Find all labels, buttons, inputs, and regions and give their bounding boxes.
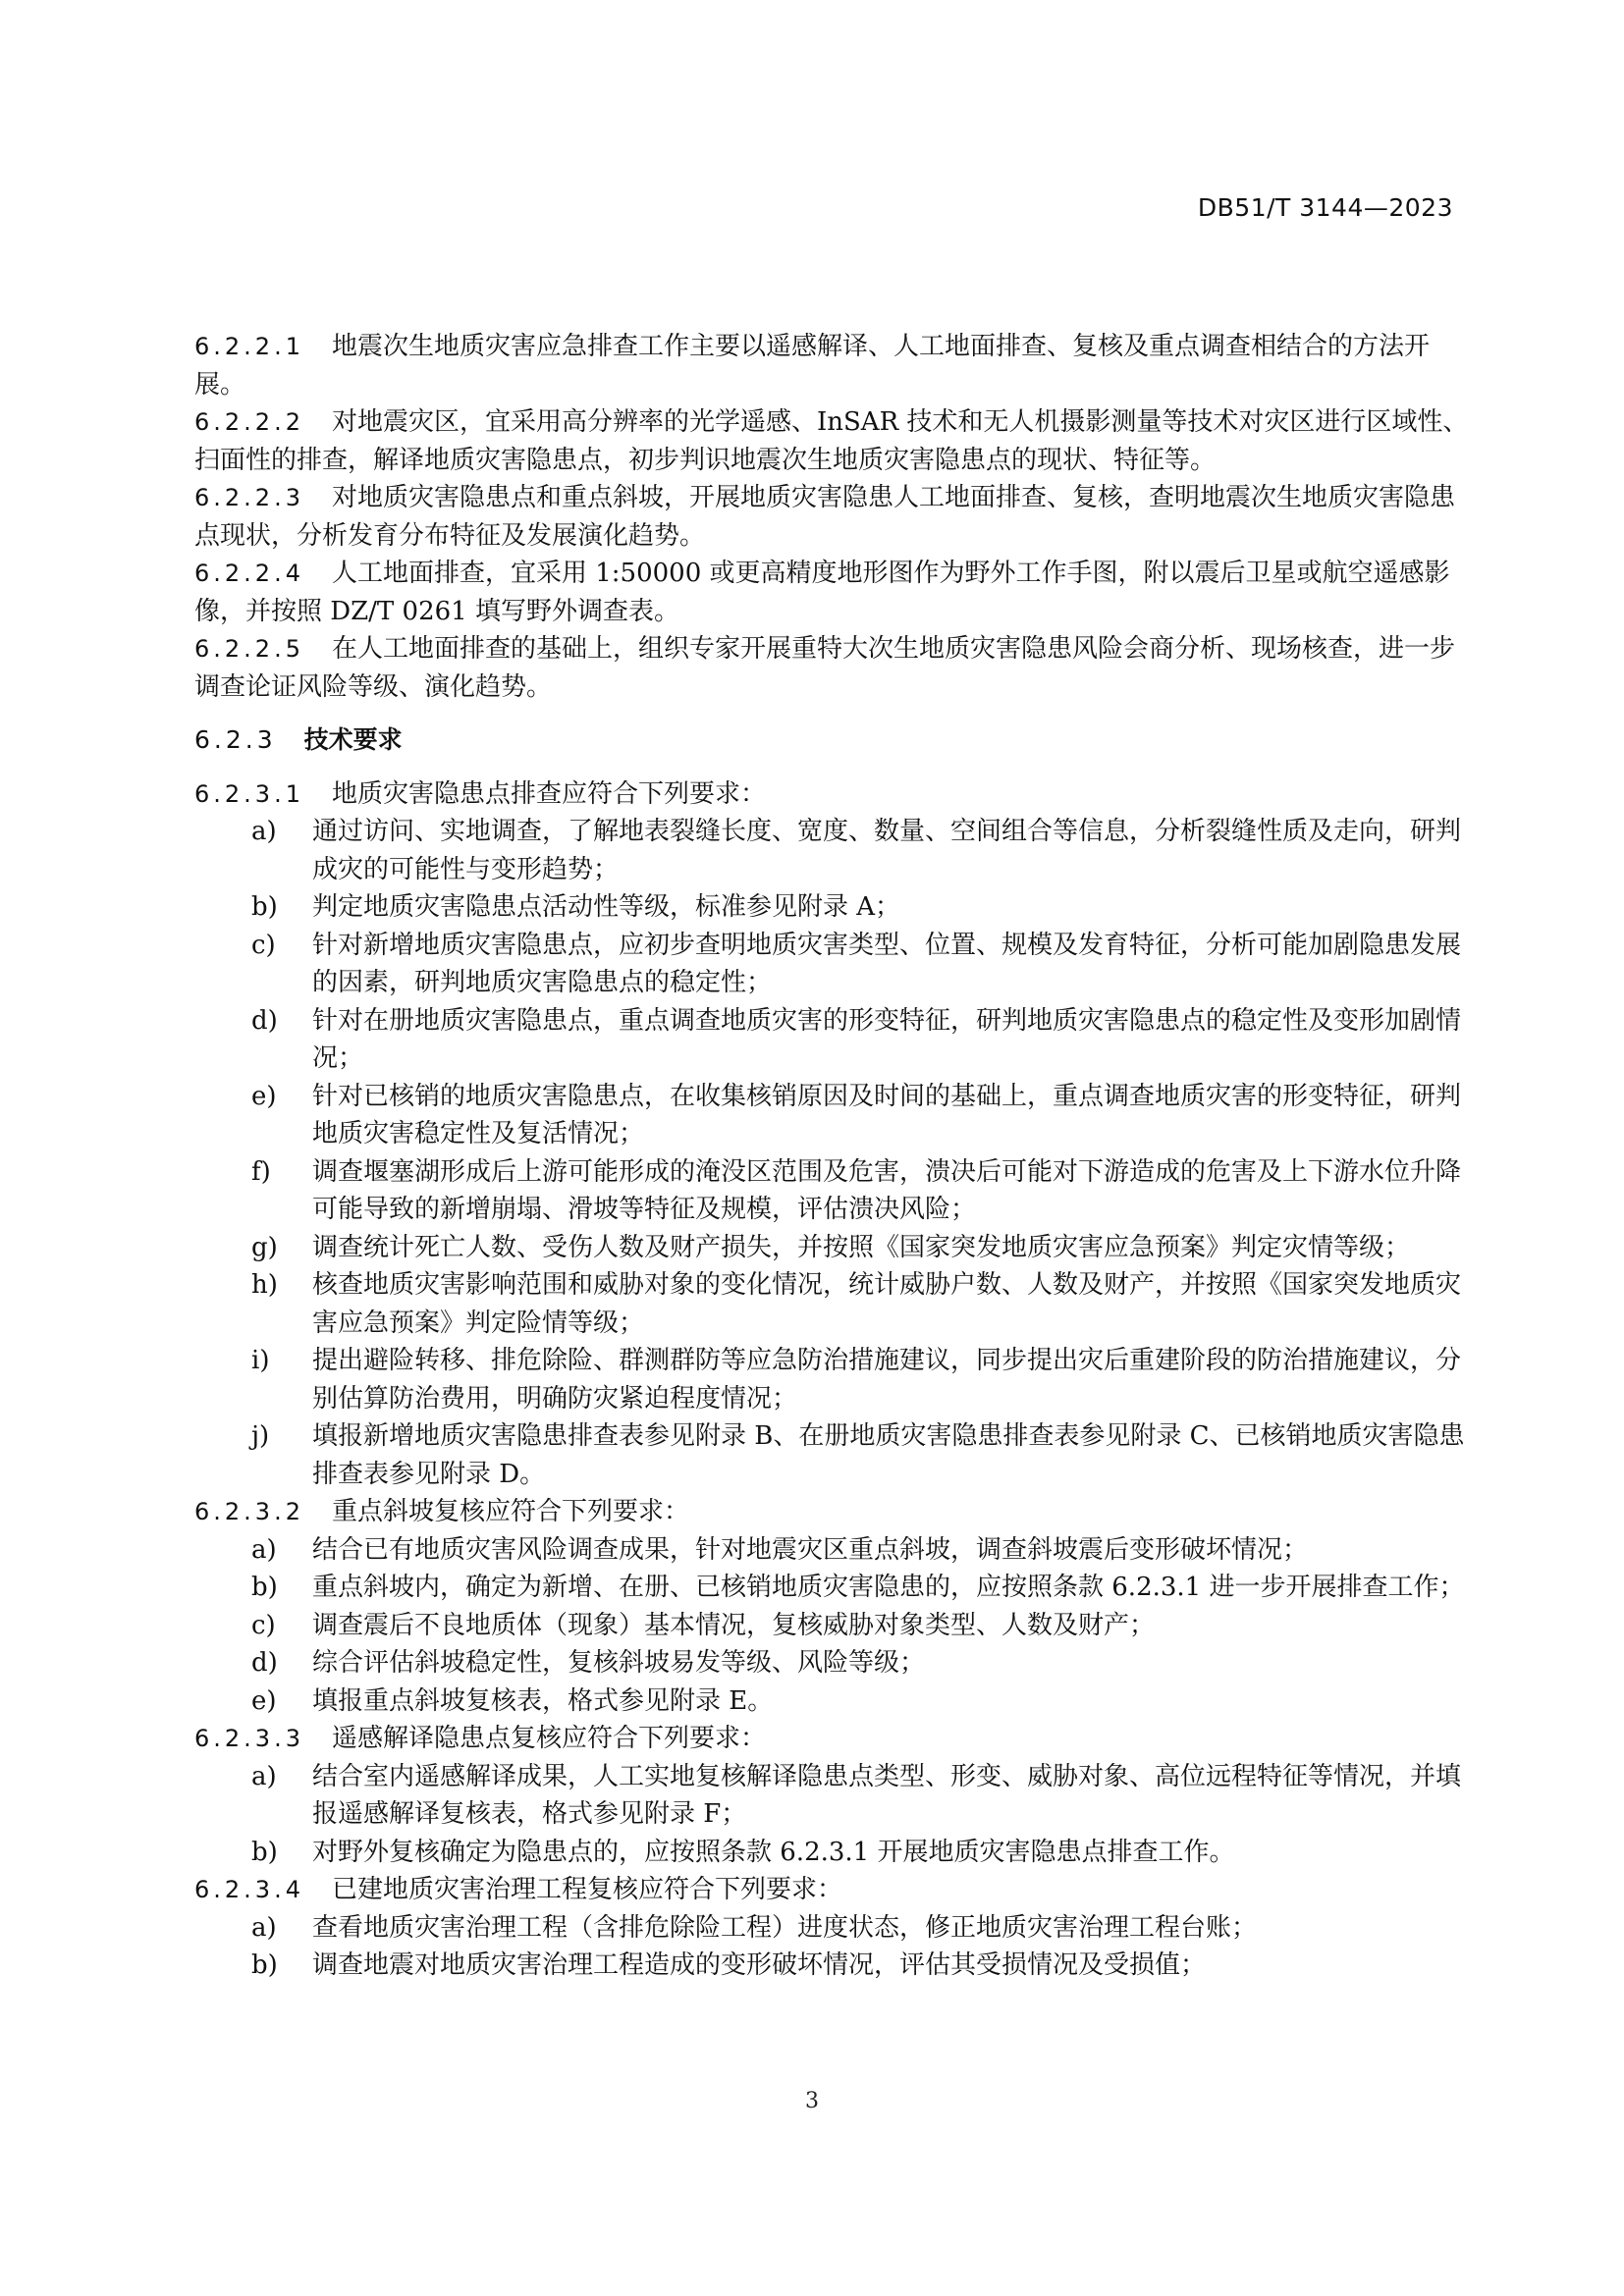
- list-item: [194, 1644, 1473, 1682]
- clause-text: 遥感解译隐患点复核应符合下列要求：: [331, 1724, 766, 1753]
- list-text: 调查堰塞湖形成后上游可能形成的淹没区范围及危害，溃决后可能对下游造成的危害及上下游水位升降可能导致的新增崩塌、滑坡等特征及规模，评估溃决风险；: [312, 1156, 1462, 1224]
- clause-number: 6.2.2.3: [194, 484, 304, 511]
- list-label: c): [251, 930, 276, 960]
- list-label: i): [251, 1346, 270, 1375]
- section-title: 技术要求: [303, 725, 403, 754]
- clause-text: 地质灾害隐患点排查应符合下列要求：: [331, 778, 766, 809]
- list-item: [194, 927, 1473, 1002]
- list-label: a): [251, 1912, 277, 1943]
- document-id-header: DB51/T 3144—2023: [1197, 193, 1453, 222]
- list-item: [194, 1909, 1473, 1948]
- list-item: [194, 1078, 1473, 1153]
- clause-number: 6.2.2.2: [194, 408, 304, 436]
- clause-6-2-3-2: [194, 1493, 1473, 1531]
- list-text: 针对在册地质灾害隐患点，重点调查地质灾害的形变特征，研判地质灾害隐患点的稳定性及变形加剧情况；: [312, 1005, 1462, 1073]
- list-item: [194, 1834, 1473, 1872]
- list-item: [194, 1342, 1473, 1417]
- list-text: 调查地震对地质灾害治理工程造成的变形破坏情况，评估其受损情况及受损值；: [312, 1950, 1207, 1980]
- list-label: b): [251, 892, 278, 922]
- clause-number: 6.2.3.2: [194, 1498, 304, 1525]
- list-item: [194, 1569, 1473, 1607]
- list-item: [194, 1002, 1473, 1078]
- list-text: 针对已核销的地质灾害隐患点，在收集核销原因及时间的基础上，重点调查地质灾害的形变特征，研判地质灾害稳定性及复活情况；: [312, 1081, 1462, 1148]
- clause-number: 6.2.3.1: [194, 779, 304, 808]
- clause-6-2-2-4: [194, 555, 1473, 630]
- list-label: f): [251, 1156, 271, 1187]
- list-label: a): [251, 1534, 277, 1565]
- list-text: 提出避险转移、排危除险、群测群防等应急防治措施建议，同步提出灾后重建阶段的防治措施建议，分别估算防治费用，明确防灾紧迫程度情况；: [312, 1346, 1462, 1414]
- list-text: 针对新增地质灾害隐患点，应初步查明地质灾害类型、位置、规模及发育特征，分析可能加剧隐患发展的因素，研判地质灾害隐患点的稳定性；: [312, 930, 1462, 997]
- list-text: 结合已有地质灾害风险调查成果，针对地震灾区重点斜坡，调查斜坡震后变形破坏情况；: [312, 1534, 1309, 1565]
- clause-6-2-2-2: [194, 403, 1473, 479]
- list-item: [194, 1266, 1473, 1342]
- clause-text: 地震次生地质灾害应急排查工作主要以遥感解译、人工地面排查、复核及重点调查相结合的方法开展。: [194, 332, 1430, 400]
- list-text: 结合室内遥感解译成果，人工实地复核解译隐患点类型、形变、威胁对象、高位远程特征等情况，并填报遥感解译复核表，格式参见附录 F；: [312, 1761, 1462, 1829]
- list-label: b): [251, 1837, 278, 1867]
- list-text: 调查震后不良地质体（现象）基本情况，复核威胁对象类型、人数及财产；: [312, 1610, 1156, 1640]
- list-item: [194, 1682, 1473, 1721]
- list-item: [194, 1947, 1473, 1985]
- list-label: a): [251, 1761, 277, 1791]
- page-number: 3: [805, 2089, 819, 2113]
- list-text: 查看地质灾害治理工程（含排危除险工程）进度状态，修正地质灾害治理工程台账；: [312, 1912, 1258, 1943]
- clause-number: 6.2.2.5: [194, 635, 304, 663]
- list-item: [194, 1153, 1473, 1229]
- list-label: e): [251, 1685, 277, 1716]
- list-item: [194, 888, 1473, 927]
- list-item: [194, 1417, 1473, 1493]
- list-label: b): [251, 1573, 278, 1602]
- document-body: [194, 328, 1473, 1985]
- list-text: 判定地质灾害隐患点活动性等级，标准参见附录 A；: [312, 892, 901, 922]
- list-label: d): [251, 1648, 278, 1678]
- clause-text: 在人工地面排查的基础上，组织专家开展重特大次生地质灾害隐患风险会商分析、现场核查，进一步调查论证风险等级、演化趋势。: [194, 634, 1455, 702]
- clause-text: 人工地面排查，宜采用 1:50000 或更高精度地形图作为野外工作手图，附以震后卫星或航空遥感影像，并按照 DZ/T 0261 填写野外调查表。: [194, 559, 1450, 626]
- list-item: [194, 1758, 1473, 1834]
- list-text: 重点斜坡内，确定为新增、在册、已核销地质灾害隐患的，应按照条款 6.2.3.1 进一步开展排查工作；: [312, 1573, 1465, 1602]
- clause-number: 6.2.2.4: [194, 560, 304, 587]
- clause-text: 已建地质灾害治理工程复核应符合下列要求：: [331, 1875, 842, 1904]
- clause-6-2-2-3: [194, 479, 1473, 555]
- clause-number: 6.2.3.4: [194, 1876, 304, 1903]
- clause-text: 对地震灾区，宜采用高分辨率的光学遥感、InSAR 技术和无人机摄影测量等技术对灾区进行区域性、扫面性的排查，解译地质灾害隐患点，初步判识地震次生地质灾害隐患点的现状、特征等。: [194, 407, 1469, 475]
- list-label: a): [251, 817, 277, 846]
- clause-6-2-2-1: [194, 328, 1473, 403]
- list-label: e): [251, 1081, 277, 1111]
- list-item: [194, 1607, 1473, 1645]
- clause-text: 对地质灾害隐患点和重点斜坡，开展地质灾害隐患人工地面排查、复核，查明地震次生地质灾害隐患点现状，分析发育分布特征及发展演化趋势。: [194, 483, 1455, 551]
- list-text: 综合评估斜坡稳定性，复核斜坡易发等级、风险等级；: [312, 1648, 926, 1678]
- list-text: 填报新增地质灾害隐患排查表参见附录 B、在册地质灾害隐患排查表参见附录 C、已核销地质灾害隐患排查表参见附录 D。: [312, 1421, 1465, 1489]
- section-6222-paragraphs: [194, 328, 1473, 706]
- section-number: 6.2.3: [194, 725, 277, 754]
- list-label: d): [251, 1005, 278, 1036]
- list-text: 核查地质灾害影响范围和威胁对象的变化情况，统计威胁户数、人数及财产，并按照《国家突发地质灾害应急预案》判定险情等级；: [312, 1270, 1462, 1338]
- clause-6-2-3-3: [194, 1720, 1473, 1758]
- list-item: [194, 1531, 1473, 1570]
- list-item: [194, 813, 1473, 888]
- list-text: 对野外复核确定为隐患点的，应按照条款 6.2.3.1 开展地质灾害隐患点排查工作。: [312, 1837, 1235, 1867]
- list-text: 填报重点斜坡复核表，格式参见附录 E。: [312, 1685, 774, 1716]
- list-label: h): [251, 1270, 278, 1300]
- clause-number: 6.2.3.3: [194, 1725, 304, 1752]
- clause-number: 6.2.2.1: [194, 333, 304, 360]
- list-label: g): [251, 1232, 278, 1262]
- list-label: j): [251, 1421, 270, 1451]
- list-text: 调查统计死亡人数、受伤人数及财产损失，并按照《国家突发地质灾害应急预案》判定灾情等级；: [312, 1232, 1411, 1262]
- clause-text: 重点斜坡复核应符合下列要求：: [331, 1497, 689, 1526]
- section-heading-6-2-3: [194, 721, 1473, 760]
- clause-6-2-2-5: [194, 630, 1473, 706]
- list-text: 通过访问、实地调查，了解地表裂缝长度、宽度、数量、空间组合等信息，分析裂缝性质及走向，研判成灾的可能性与变形趋势；: [312, 817, 1462, 884]
- clause-6-2-3-1: [194, 775, 1473, 814]
- clause-6-2-3-4: [194, 1871, 1473, 1909]
- list-item: [194, 1229, 1473, 1267]
- list-label: c): [251, 1610, 276, 1640]
- list-label: b): [251, 1950, 278, 1980]
